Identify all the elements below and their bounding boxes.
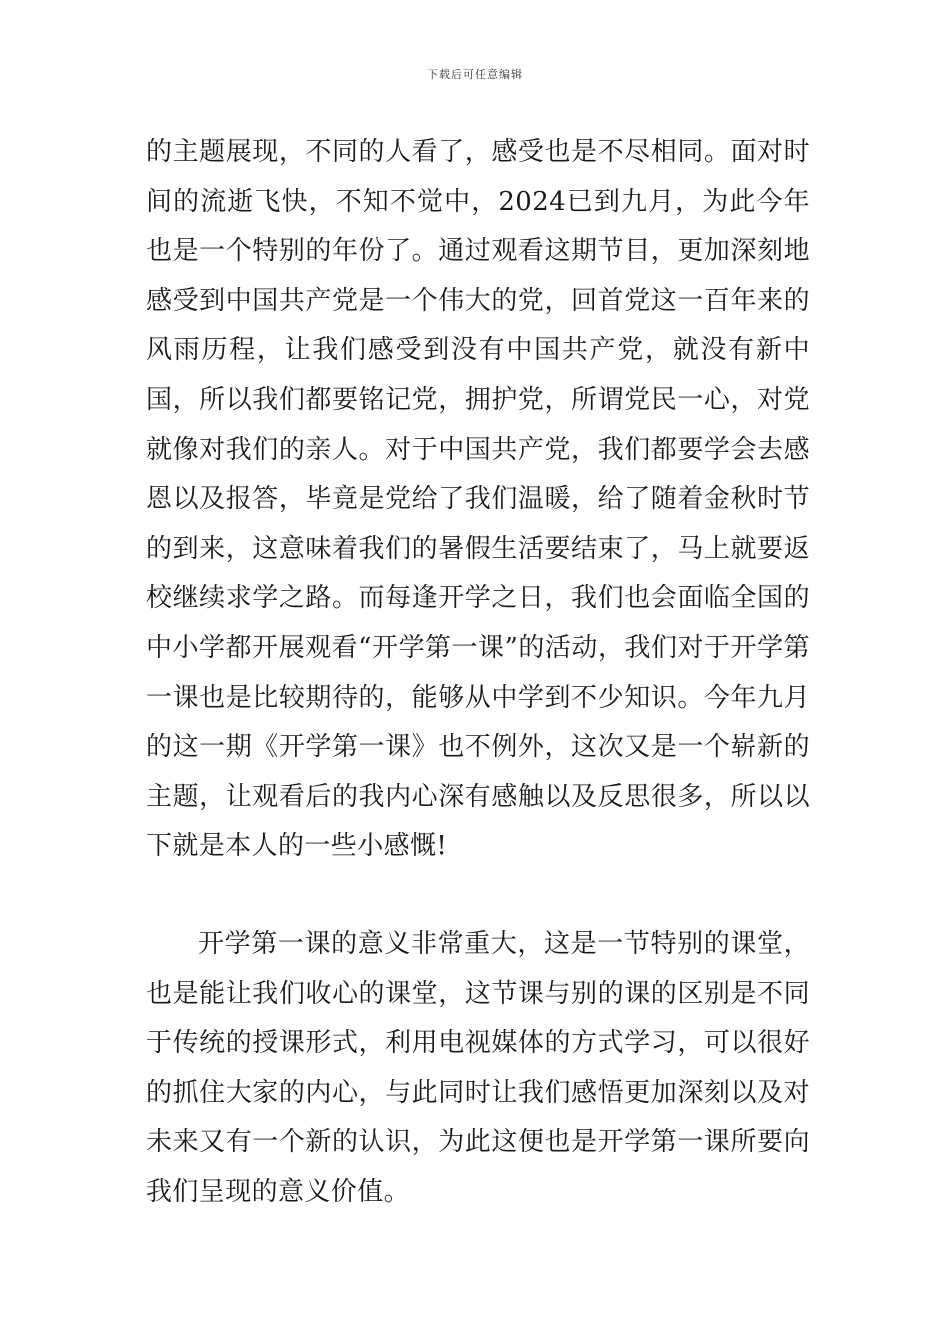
paragraph-1: 的主题展现，不同的人看了，感受也是不尽相同。面对时间的流逝飞快，不知不觉中，2024已到九月，为此今年也是一个特别的年份了。通过观看这期节目，更加深刻地感受到中国共产党是一个伟大的党，回首党这一百年来的风雨历程，让我们感受到没有中国共产党，就没有新中国，所以我们都要铭记党，拥护党，所谓党民一心，对党就像对我们的亲人。对于中国共产党，我们都要学会去感恩以及报答，毕竟是党给了我们温暖，给了随着金秋时节的到来，这意味着我们的暑假生活要结束了，马上就要返校继续求学之路。而每逢开学之日，我们也会面临全国的中小学都开展观看“开学第一课”的活动，我们对于开学第一课也是比较期待的，能够从中学到不少知识。今年九月的这一期《开学第一课》也不例外，这次又是一个崭新的主题，让观看后的我内心深有感触以及反思很多，所以以下就是本人的一些小感慨! xyxy=(146,137,810,862)
header-note: 下载后可任意编辑 xyxy=(427,68,523,81)
paragraph-2: 开学第一课的意义非常重大，这是一节特别的课堂，也是能让我们收心的课堂，这节课与别的课的区别是不同于传统的授课形式，利用电视媒体的方式学习，可以很好的抓住大家的内心，与此同时让我们感悟更加深刻以及对未来又有一个新的认识，为此这便也是开学第一课所要向我们呈现的意义价值。 xyxy=(146,929,810,1207)
